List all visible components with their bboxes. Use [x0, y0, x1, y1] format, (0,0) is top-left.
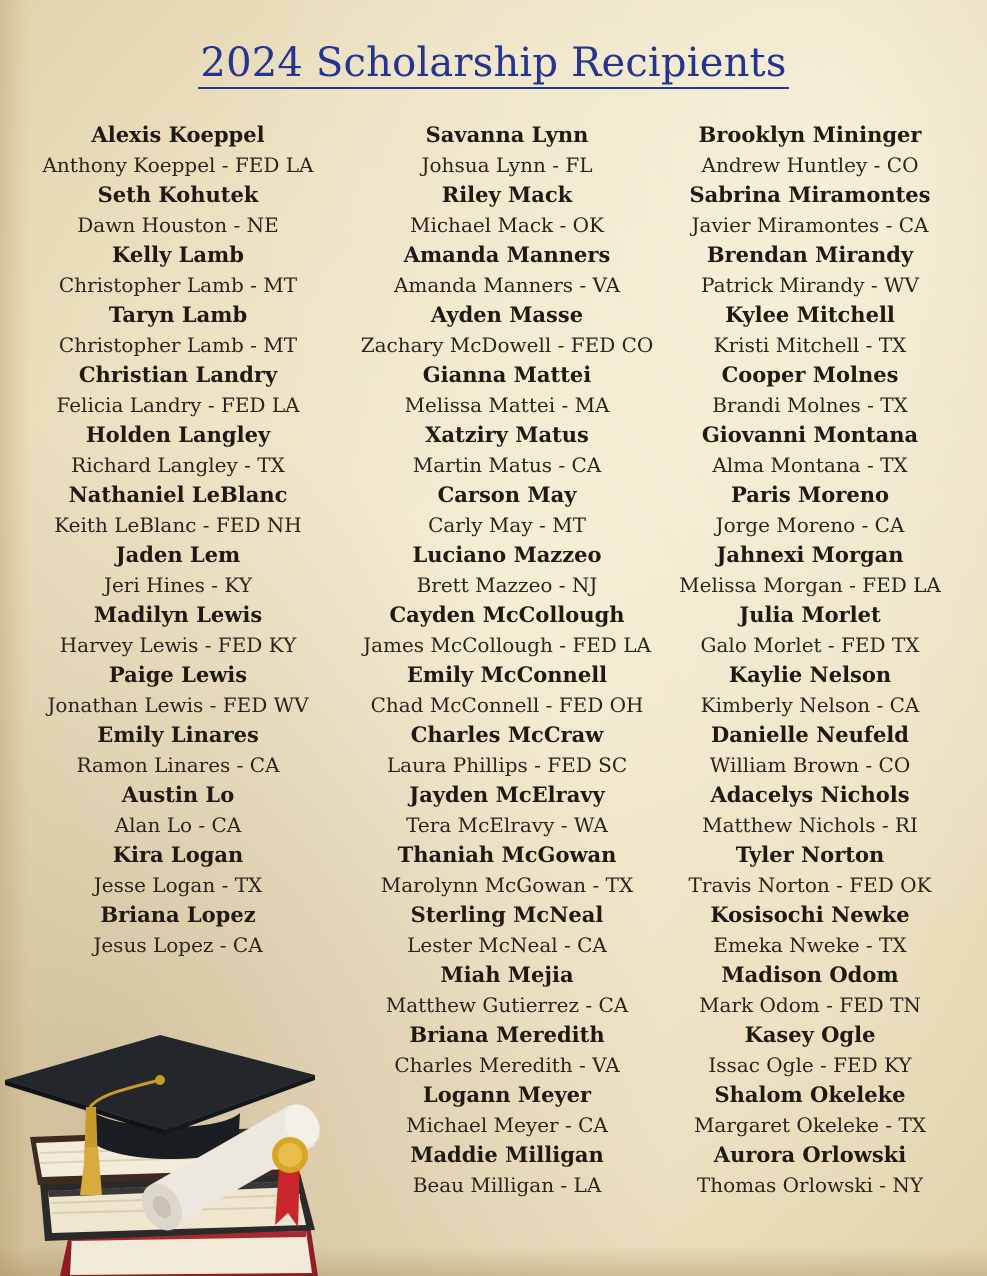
recipient-entry: [8, 480, 348, 540]
recipient-entry: [8, 180, 348, 240]
recipient-entry: [640, 1020, 980, 1080]
recipient-parent: Kristi Mitchell - TX: [713, 333, 907, 357]
recipient-name: Savanna Lynn: [425, 122, 589, 147]
recipient-parent: James McCollough - FED LA: [363, 633, 651, 657]
recipient-name: Carson May: [437, 482, 577, 507]
recipient-parent: Galo Morlet - FED TX: [700, 633, 920, 657]
recipient-entry: [640, 840, 980, 900]
recipient-parent: Alma Montana - TX: [712, 453, 908, 477]
recipient-entry: [8, 360, 348, 420]
recipient-entry: [8, 660, 348, 720]
recipient-entry: [337, 720, 677, 780]
recipient-entry: [337, 360, 677, 420]
recipient-parent: Brett Mazzeo - NJ: [416, 573, 598, 597]
recipient-name: Cooper Molnes: [721, 362, 899, 387]
recipient-entry: [337, 900, 677, 960]
recipient-parent: Christopher Lamb - MT: [58, 273, 298, 297]
recipient-entry: [640, 960, 980, 1020]
recipient-entry: [8, 600, 348, 660]
recipient-entry: [8, 540, 348, 600]
recipient-parent: Lester McNeal - CA: [407, 933, 607, 957]
recipient-name: Sabrina Miramontes: [689, 182, 931, 207]
recipient-entry: [8, 900, 348, 960]
recipient-parent: Jesus Lopez - CA: [93, 933, 263, 957]
recipient-parent: Laura Phillips - FED SC: [386, 753, 628, 777]
recipient-column-1: [8, 120, 348, 960]
recipient-entry: [640, 300, 980, 360]
recipient-name: Ayden Masse: [430, 302, 584, 327]
recipient-parent: Kimberly Nelson - CA: [700, 693, 920, 717]
recipient-name: Jahnexi Morgan: [716, 542, 904, 567]
recipient-entry: [640, 1140, 980, 1200]
recipient-entry: [8, 300, 348, 360]
recipient-parent: Margaret Okeleke - TX: [693, 1113, 927, 1137]
recipient-entry: [640, 660, 980, 720]
recipient-entry: [337, 300, 677, 360]
recipient-name: Madison Odom: [721, 962, 899, 987]
recipient-parent: Brandi Molnes - TX: [712, 393, 908, 417]
recipient-entry: [337, 780, 677, 840]
recipient-name: Kasey Ogle: [744, 1022, 876, 1047]
recipient-parent: Patrick Mirandy - WV: [701, 273, 919, 297]
recipient-parent: Emeka Nweke - TX: [713, 933, 907, 957]
recipient-parent: Melissa Mattei - MA: [404, 393, 610, 417]
recipient-entry: [8, 720, 348, 780]
recipient-entry: [640, 540, 980, 600]
recipient-name: Logann Meyer: [422, 1082, 592, 1107]
recipient-parent: Michael Mack - OK: [409, 213, 604, 237]
recipient-entry: [640, 420, 980, 480]
recipient-name: Miah Mejia: [440, 962, 574, 987]
recipient-name: Thaniah McGowan: [397, 842, 617, 867]
recipient-parent: Thomas Orlowski - NY: [696, 1173, 924, 1197]
recipient-name: Jayden McElravy: [409, 782, 605, 807]
recipient-name: Kelly Lamb: [112, 242, 244, 267]
graduation-cap-diploma-books-icon: [0, 1035, 320, 1276]
recipient-parent: Richard Langley - TX: [71, 453, 285, 477]
recipient-parent: Keith LeBlanc - FED NH: [54, 513, 302, 537]
recipient-name: Kosisochi Newke: [710, 902, 910, 927]
recipient-name: Danielle Neufeld: [711, 722, 909, 747]
recipient-parent: Felicia Landry - FED LA: [56, 393, 300, 417]
recipient-parent: Jorge Moreno - CA: [715, 513, 905, 537]
recipient-parent: Martin Matus - CA: [412, 453, 602, 477]
recipient-parent: Michael Meyer - CA: [406, 1113, 608, 1137]
recipient-entry: [337, 1140, 677, 1200]
recipient-parent: Alan Lo - CA: [114, 813, 242, 837]
recipient-entry: [640, 180, 980, 240]
recipient-name: Emily Linares: [97, 722, 259, 747]
recipient-column-3: [640, 120, 980, 1200]
recipient-name: Kylee Mitchell: [725, 302, 895, 327]
recipient-entry: [337, 960, 677, 1020]
recipient-name: Giovanni Montana: [701, 422, 919, 447]
recipient-column-2: [337, 120, 677, 1200]
recipient-parent: Amanda Manners - VA: [393, 273, 621, 297]
recipient-name: Christian Landry: [78, 362, 278, 387]
recipient-entry: [337, 540, 677, 600]
recipient-parent: Mark Odom - FED TN: [699, 993, 921, 1017]
recipient-parent: Ramon Linares - CA: [76, 753, 280, 777]
recipient-name: Seth Kohutek: [97, 182, 259, 207]
recipient-name: Tyler Norton: [735, 842, 885, 867]
recipient-name: Riley Mack: [441, 182, 573, 207]
recipient-name: Paige Lewis: [108, 662, 248, 687]
recipient-parent: Johsua Lynn - FL: [421, 153, 593, 177]
recipient-parent: Jeri Hines - KY: [103, 573, 253, 597]
recipient-name: Emily McConnell: [406, 662, 608, 687]
page-title: [0, 40, 987, 86]
recipient-parent: Harvey Lewis - FED KY: [59, 633, 297, 657]
recipient-entry: [640, 600, 980, 660]
recipient-name: Paris Moreno: [731, 482, 889, 507]
recipient-name: Taryn Lamb: [108, 302, 248, 327]
recipient-entry: [8, 780, 348, 840]
recipient-entry: [337, 1080, 677, 1140]
recipient-parent: Jonathan Lewis - FED WV: [47, 693, 309, 717]
recipient-entry: [640, 780, 980, 840]
recipient-parent: Melissa Morgan - FED LA: [679, 573, 941, 597]
recipient-name: Adacelys Nichols: [710, 782, 910, 807]
recipient-entry: [337, 240, 677, 300]
recipient-entry: [640, 1080, 980, 1140]
recipient-parent: Charles Meredith - VA: [394, 1053, 620, 1077]
recipient-entry: [640, 240, 980, 300]
recipient-name: Aurora Orlowski: [713, 1142, 907, 1167]
recipient-entry: [8, 120, 348, 180]
recipient-name: Amanda Manners: [403, 242, 611, 267]
recipient-entry: [8, 240, 348, 300]
recipient-name: Alexis Koeppel: [91, 122, 265, 147]
recipient-name: Austin Lo: [121, 782, 235, 807]
recipient-parent: Tera McElravy - WA: [406, 813, 608, 837]
recipient-name: Madilyn Lewis: [93, 602, 263, 627]
recipient-name: Cayden McCollough: [389, 602, 625, 627]
recipient-name: Jaden Lem: [115, 542, 241, 567]
recipient-name: Kira Logan: [112, 842, 244, 867]
recipient-parent: Anthony Koeppel - FED LA: [42, 153, 314, 177]
recipient-name: Luciano Mazzeo: [412, 542, 602, 567]
recipient-parent: Carly May - MT: [428, 513, 586, 537]
recipient-parent: Marolynn McGowan - TX: [380, 873, 634, 897]
recipient-name: Gianna Mattei: [422, 362, 592, 387]
recipient-parent: Chad McConnell - FED OH: [370, 693, 644, 717]
recipient-entry: [640, 360, 980, 420]
recipient-entry: [337, 120, 677, 180]
recipient-entry: [640, 900, 980, 960]
recipient-parent: Issac Ogle - FED KY: [708, 1053, 912, 1077]
recipient-name: Julia Morlet: [739, 602, 881, 627]
recipient-entry: [640, 720, 980, 780]
recipient-name: Briana Lopez: [100, 902, 256, 927]
recipient-entry: [337, 420, 677, 480]
recipient-entry: [337, 840, 677, 900]
recipient-name: Brooklyn Mininger: [698, 122, 922, 147]
recipient-name: Brendan Mirandy: [706, 242, 914, 267]
recipient-parent: Matthew Gutierrez - CA: [385, 993, 629, 1017]
recipient-name: Holden Langley: [85, 422, 271, 447]
recipient-entry: [640, 120, 980, 180]
recipient-entry: [640, 480, 980, 540]
recipient-name: Maddie Milligan: [410, 1142, 604, 1167]
recipient-parent: Beau Milligan - LA: [412, 1173, 602, 1197]
recipient-entry: [337, 660, 677, 720]
recipient-parent: Zachary McDowell - FED CO: [360, 333, 654, 357]
recipient-entry: [8, 840, 348, 900]
recipient-parent: Matthew Nichols - RI: [702, 813, 918, 837]
recipient-name: Nathaniel LeBlanc: [68, 482, 288, 507]
recipient-parent: Dawn Houston - NE: [77, 213, 279, 237]
recipient-parent: Javier Miramontes - CA: [691, 213, 929, 237]
recipient-entry: [337, 180, 677, 240]
recipient-parent: Andrew Huntley - CO: [701, 153, 919, 177]
recipient-parent: Christopher Lamb - MT: [58, 333, 298, 357]
recipient-name: Briana Meredith: [409, 1022, 605, 1047]
recipient-name: Shalom Okeleke: [714, 1082, 906, 1107]
recipient-name: Sterling McNeal: [410, 902, 604, 927]
recipient-name: Charles McCraw: [410, 722, 604, 747]
recipient-parent: Jesse Logan - TX: [93, 873, 263, 897]
recipient-name: Kaylie Nelson: [728, 662, 892, 687]
recipient-name: Xatziry Matus: [425, 422, 589, 447]
recipient-entry: [8, 420, 348, 480]
recipient-entry: [337, 480, 677, 540]
recipient-parent: Travis Norton - FED OK: [688, 873, 932, 897]
recipient-entry: [337, 600, 677, 660]
recipient-parent: William Brown - CO: [709, 753, 911, 777]
recipient-entry: [337, 1020, 677, 1080]
page-title-text: 2024 Scholarship Recipients: [198, 40, 788, 89]
